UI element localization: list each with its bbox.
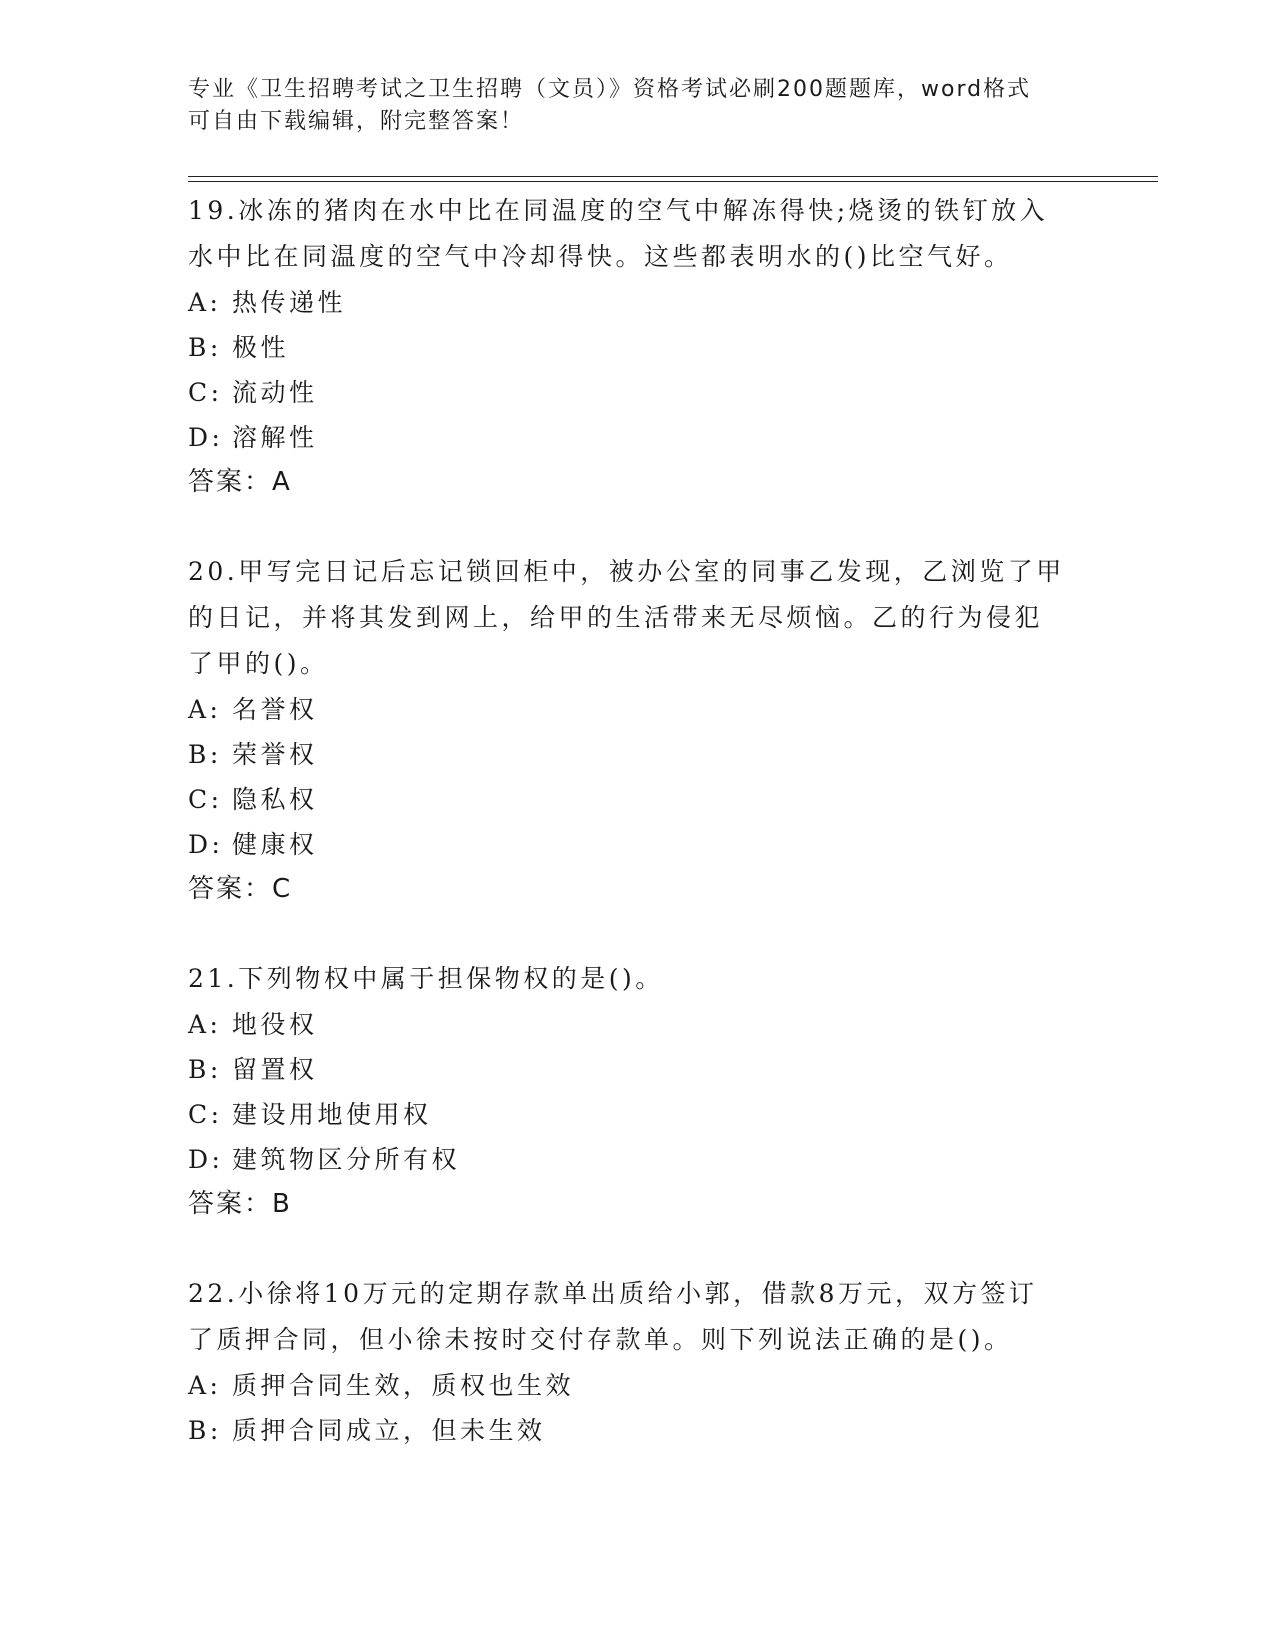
- page-header: [188, 74, 1068, 138]
- option-a: [188, 280, 1068, 325]
- stem-line: 21.下列物权中属于担保物权的是()。: [188, 964, 664, 993]
- option-text: 热传递性: [232, 288, 347, 317]
- option-d: [188, 415, 1068, 460]
- option-letter: A:: [188, 1010, 222, 1039]
- option-letter: B:: [188, 740, 222, 769]
- option-c: [188, 777, 1068, 822]
- option-a: [188, 1363, 1068, 1408]
- option-text: 荣誉权: [232, 740, 318, 769]
- option-d: [188, 1137, 1068, 1182]
- stem-line: 的日记，并将其发到网上，给甲的生活带来无尽烦恼。乙的行为侵犯: [188, 603, 1044, 632]
- option-a: [188, 687, 1068, 732]
- question-stem: [188, 956, 1068, 1002]
- option-letter: B:: [188, 333, 222, 362]
- header-rule-top: [188, 176, 1158, 177]
- stem-line: 了甲的()。: [188, 649, 329, 678]
- header-rule-bottom: [188, 181, 1158, 182]
- option-letter: C:: [188, 785, 223, 814]
- stem-line: 水中比在同温度的空气中冷却得快。这些都表明水的()比空气好。: [188, 242, 1013, 271]
- answer: 答案：A: [188, 467, 292, 497]
- option-letter: D:: [188, 1145, 224, 1174]
- stem-line: 20.甲写完日记后忘记锁回柜中，被办公室的同事乙发现，乙浏览了甲: [188, 557, 1065, 586]
- option-letter: A:: [188, 1371, 222, 1400]
- option-c: [188, 370, 1068, 415]
- option-text: 地役权: [232, 1010, 318, 1039]
- option-text: 建设用地使用权: [232, 1100, 432, 1129]
- option-text: 名誉权: [232, 695, 318, 724]
- question-22: [188, 1271, 1068, 1453]
- stem-line: 22.小徐将10万元的定期存款单出质给小郭，借款8万元，双方签订: [188, 1279, 1038, 1308]
- question-20: [188, 549, 1068, 912]
- option-text: 质押合同生效，质权也生效: [232, 1371, 575, 1400]
- question-21: [188, 956, 1068, 1227]
- option-letter: B:: [188, 1055, 222, 1084]
- option-text: 质押合同成立，但未生效: [232, 1416, 546, 1445]
- header-line-2: 可自由下载编辑，附完整答案！: [188, 109, 525, 134]
- option-letter: C:: [188, 1100, 223, 1129]
- question-19: [188, 188, 1068, 505]
- option-text: 健康权: [232, 830, 318, 859]
- option-text: 极性: [232, 333, 290, 362]
- option-letter: C:: [188, 378, 223, 407]
- option-a: [188, 1002, 1068, 1047]
- question-stem: [188, 1271, 1068, 1363]
- answer: 答案：B: [188, 1189, 292, 1219]
- option-text: 建筑物区分所有权: [232, 1145, 461, 1174]
- option-d: [188, 822, 1068, 867]
- question-stem: [188, 188, 1068, 280]
- option-text: 溶解性: [232, 423, 318, 452]
- option-text: 留置权: [232, 1055, 318, 1084]
- answer: 答案：C: [188, 874, 293, 904]
- option-letter: A:: [188, 695, 222, 724]
- option-c: [188, 1092, 1068, 1137]
- option-letter: B:: [188, 1416, 222, 1445]
- option-b: [188, 1408, 1068, 1453]
- option-text: 隐私权: [232, 785, 318, 814]
- option-letter: D:: [188, 423, 224, 452]
- option-b: [188, 732, 1068, 777]
- stem-line: 了质押合同，但小徐未按时交付存款单。则下列说法正确的是()。: [188, 1325, 1013, 1354]
- header-line-1: 专业《卫生招聘考试之卫生招聘（文员）》资格考试必刷200题题库，word格式: [188, 77, 1032, 102]
- option-letter: A:: [188, 288, 222, 317]
- option-b: [188, 325, 1068, 370]
- option-text: 流动性: [232, 378, 318, 407]
- option-b: [188, 1047, 1068, 1092]
- question-stem: [188, 549, 1068, 687]
- stem-line: 19.冰冻的猪肉在水中比在同温度的空气中解冻得快;烧烫的铁钉放入: [188, 196, 1049, 225]
- question-list: [188, 188, 1068, 1497]
- option-letter: D:: [188, 830, 224, 859]
